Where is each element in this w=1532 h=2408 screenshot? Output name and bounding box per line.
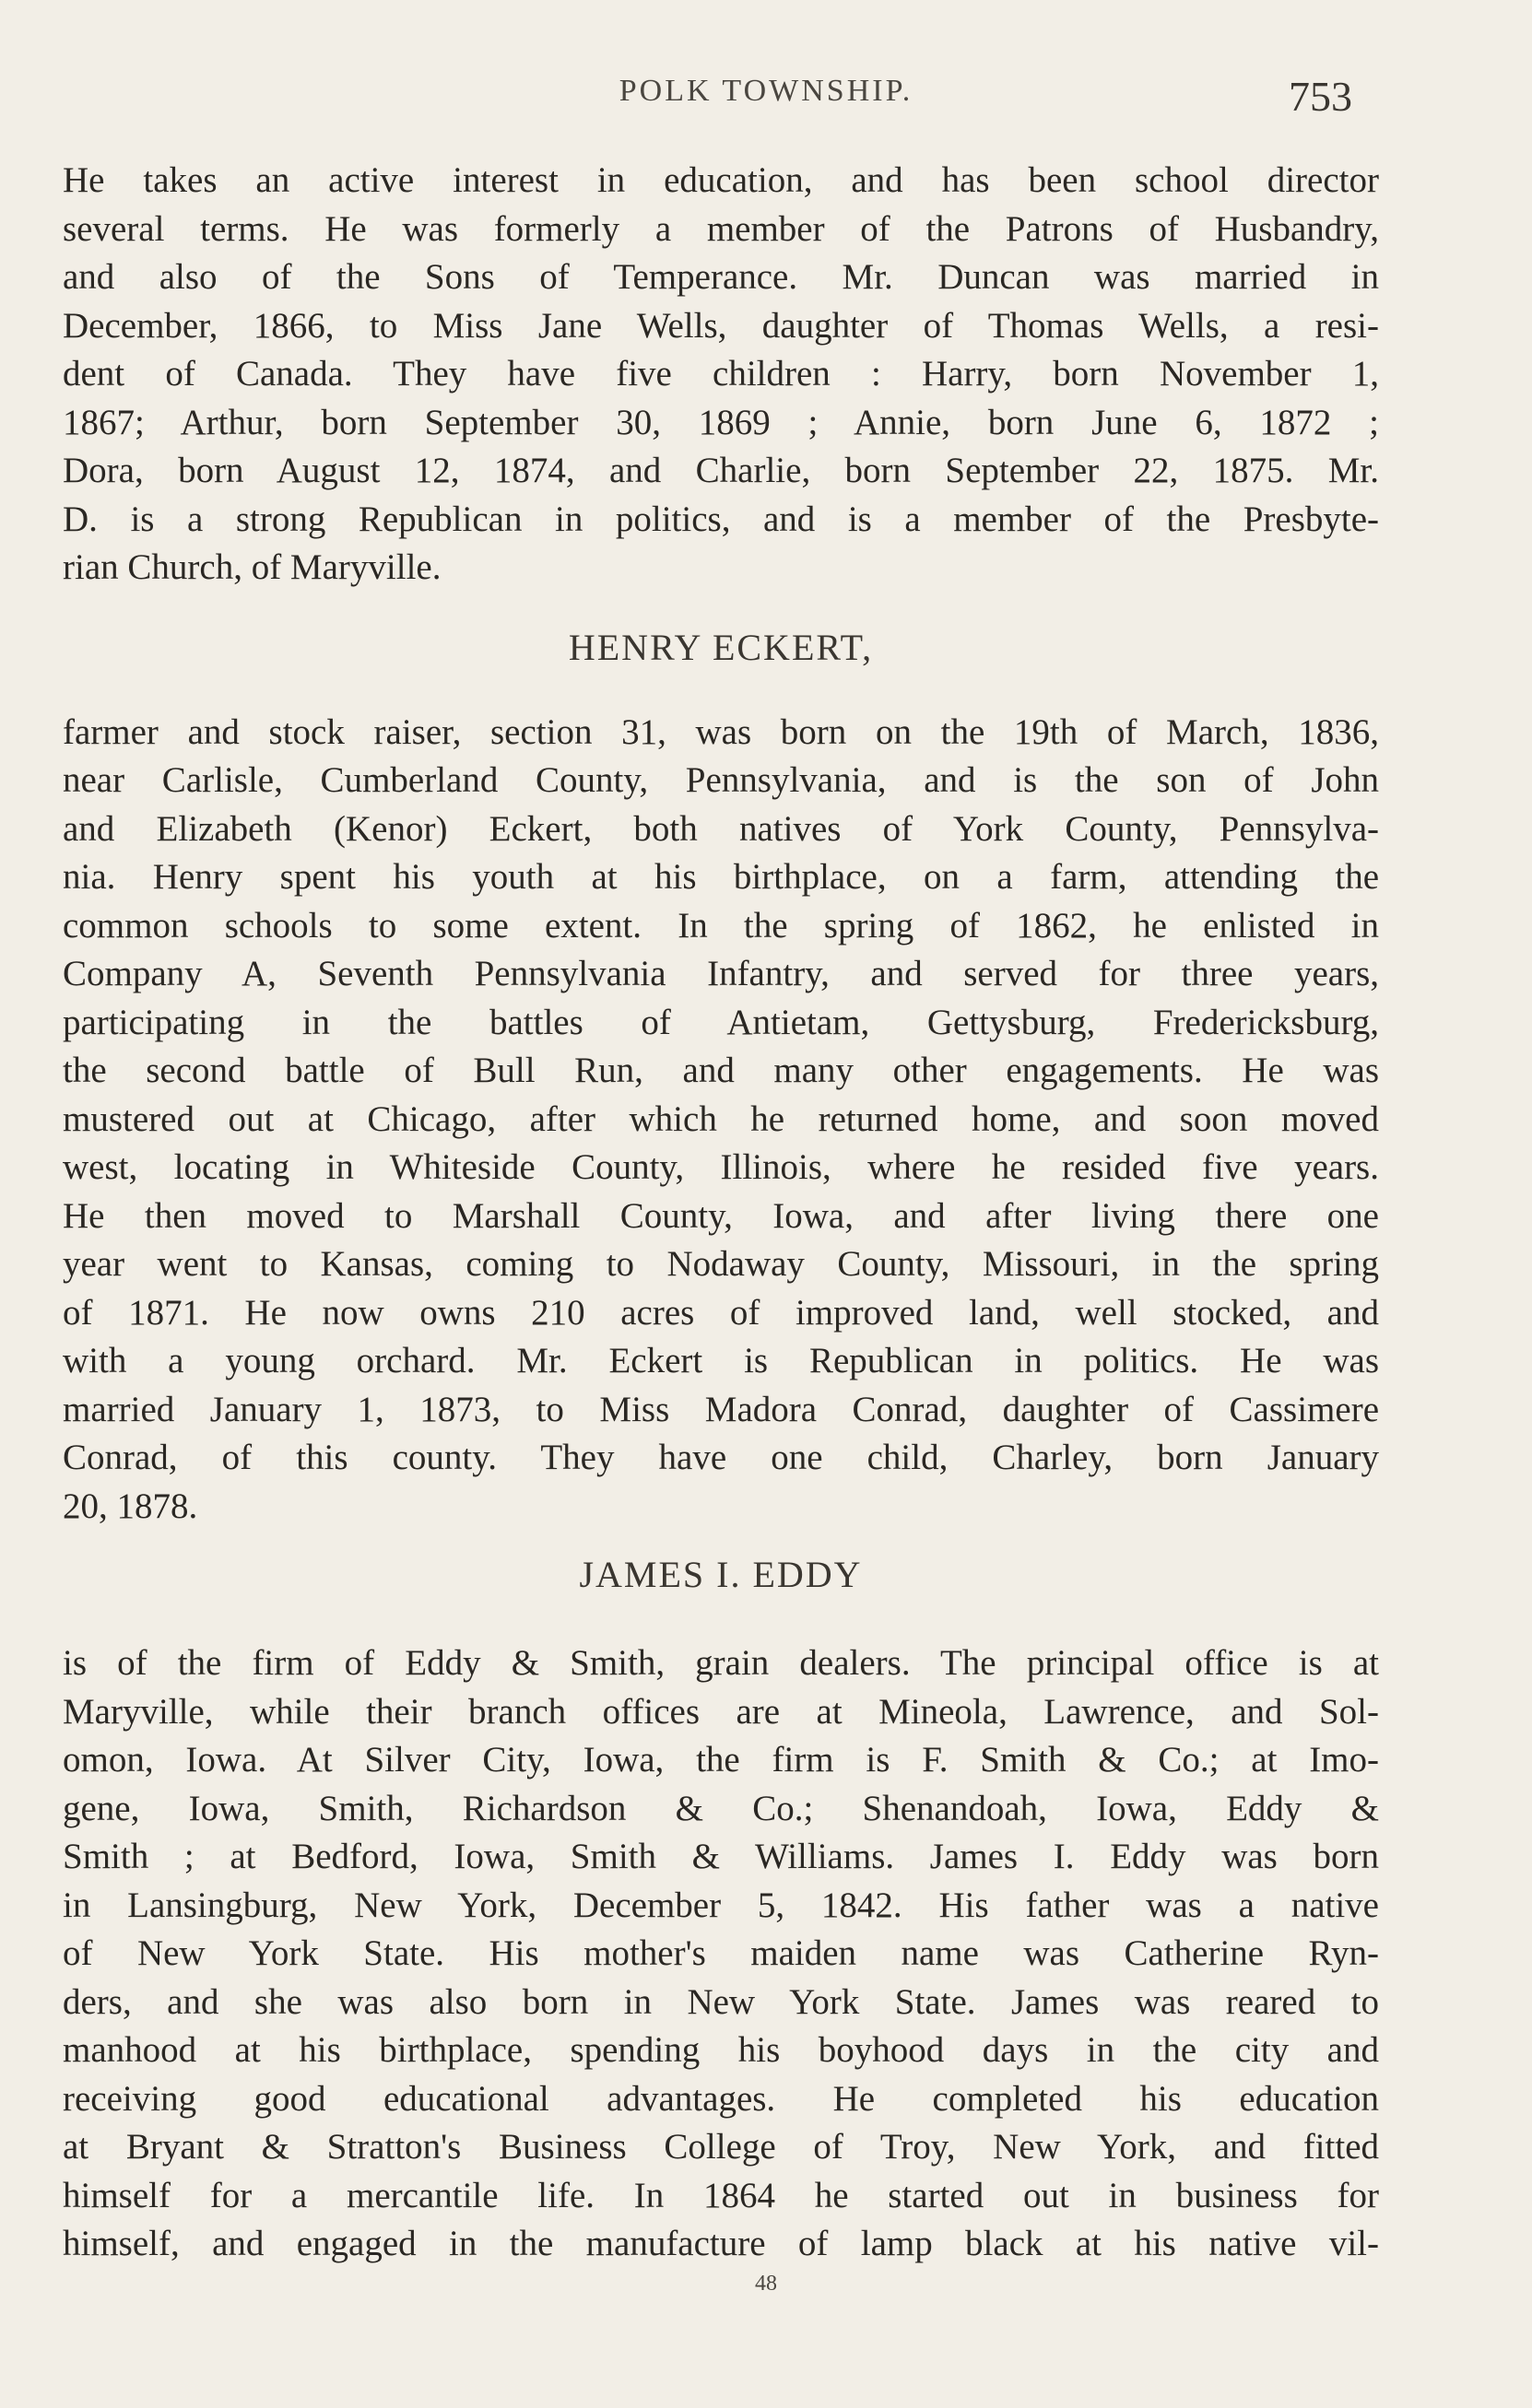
text-line: Company A, Seventh Pennsylvania Infantry, and served for three years, [63, 954, 1379, 993]
text-line: participating in the battles of Antietam, Gettysburg, Fredericksburg, [63, 1002, 1379, 1042]
text-line: of 1871. He now owns 210 acres of improved land, well stocked, and [63, 1292, 1379, 1333]
text-line: near Carlisle, Cumberland County, Pennsylvania, and is the son of John [63, 760, 1379, 800]
text-line: year went to Kansas, coming to Nodaway County, Missouri, in the spring [63, 1244, 1379, 1284]
text-line: December, 1866, to Miss Jane Wells, daughter of Thomas Wells, a resi- [63, 305, 1379, 346]
text-line: west, locating in Whiteside County, Illinois, where he resided five years. [63, 1147, 1379, 1187]
text-line: He takes an active interest in education, and has been school director [63, 160, 1379, 200]
text-line: Dora, born August 12, 1874, and Charlie, born September 22, 1875. Mr. [63, 451, 1379, 490]
text-line: rian Church, of Maryville. [63, 547, 442, 587]
text-line: manhood at his birthplace, spending his boyhood days in the city and [63, 2030, 1379, 2070]
text-line: common schools to some extent. In the spring of 1862, he enlisted in [63, 905, 1379, 946]
text-line: mustered out at Chicago, after which he returned home, and soon moved [63, 1098, 1379, 1139]
text-line: D. is a strong Republican in politics, and is a member of the Presbyte- [63, 499, 1379, 539]
text-line: dent of Canada. They have five children : Harry, born November 1, [63, 354, 1379, 394]
text-line: at Bryant & Stratton's Business College of Troy, New York, and fitted [63, 2127, 1379, 2167]
running-head: POLK TOWNSHIP. [619, 74, 913, 108]
text-line: several terms. He was formerly a member of the Patrons of Husbandry, [63, 208, 1379, 249]
text-line: in Lansingburg, New York, December 5, 1842. His father was a native [63, 1885, 1379, 1925]
section-heading-james-eddy: JAMES I. EDDY [579, 1554, 863, 1595]
text-line: married January 1, 1873, to Miss Madora Conrad, daughter of Cassimere [63, 1389, 1379, 1429]
paragraph-eddy [63, 1639, 1379, 2269]
paragraph-duncan [63, 157, 1379, 593]
text-line: Conrad, of this county. They have one child, Charley, born January [63, 1438, 1379, 1477]
text-line: with a young orchard. Mr. Eckert is Republican in politics. He was [63, 1341, 1379, 1380]
paragraph-eckert [63, 709, 1379, 1532]
text-line: the second battle of Bull Run, and many other engagements. He was [63, 1051, 1379, 1090]
body-text [63, 157, 1379, 2269]
text-line: He then moved to Marshall County, Iowa, and after living there one [63, 1195, 1379, 1236]
text-line: of New York State. His mother's maiden name was Catherine Ryn- [63, 1933, 1379, 1973]
text-line: farmer and stock raiser, section 31, was born on the 19th of March, 1836, [63, 711, 1379, 752]
text-line: Maryville, while their branch offices are at Mineola, Lawrence, and Sol- [63, 1691, 1379, 1732]
text-line: and Elizabeth (Kenor) Eckert, both natives of York County, Pennsylva- [63, 808, 1379, 849]
signature-mark: 48 [755, 2272, 777, 2296]
page-number: 753 [1289, 73, 1352, 120]
text-line: 1867; Arthur, born September 30, 1869 ; Annie, born June 6, 1872 ; [63, 402, 1379, 442]
text-line: himself for a mercantile life. In 1864 he started out in business for [63, 2175, 1379, 2215]
text-line: himself, and engaged in the manufacture of lamp black at his native vil- [63, 2224, 1379, 2263]
text-line: gene, Iowa, Smith, Richardson & Co.; Shenandoah, Iowa, Eddy & [63, 1788, 1379, 1828]
text-line: and also of the Sons of Temperance. Mr. Duncan was married in [63, 257, 1379, 297]
text-line: Smith ; at Bedford, Iowa, Smith & Williams. James I. Eddy was born [63, 1837, 1379, 1876]
text-line: is of the firm of Eddy & Smith, grain dealers. The principal office is at [63, 1643, 1379, 1683]
text-line: ders, and she was also born in New York State. James was reared to [63, 1981, 1379, 2022]
text-line: omon, Iowa. At Silver City, Iowa, the firm is F. Smith & Co.; at Imo- [63, 1740, 1379, 1780]
text-line: nia. Henry spent his youth at his birthplace, on a farm, attending the [63, 857, 1379, 897]
section-heading-henry-eckert: HENRY ECKERT, [568, 626, 874, 668]
text-line: 20, 1878. [63, 1486, 198, 1526]
text-line: receiving good educational advantages. He completed his education [63, 2078, 1379, 2119]
